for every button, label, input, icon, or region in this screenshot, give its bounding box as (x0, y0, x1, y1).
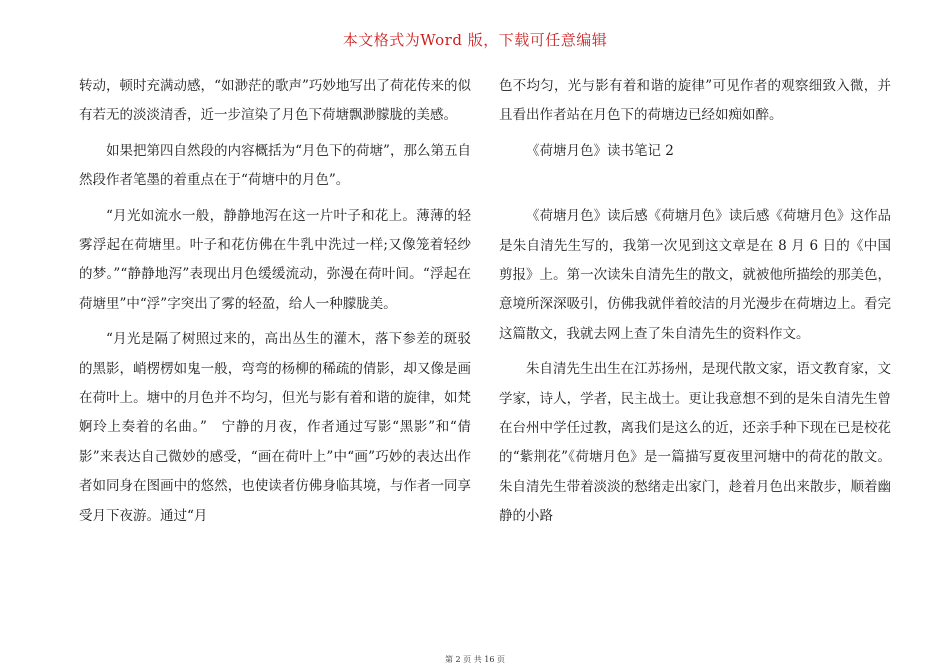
paragraph-continuation: 色不均匀，光与影有着和谐的旋律”可见作者的观察细致入微，并且看出作者站在月色下的荷塘边已经如痴如醉。 (499, 78, 891, 124)
paragraph: “月光如流水一般，静静地泻在这一片叶子和花上。薄薄的轻雾浮起在荷塘里。叶子和花仿佛在牛乳中洗过一样;又像笼着轻纱的梦。”“静静地泻”表现出月色缓缓流动，弥漫在荷叶间。“浮起在荷塘里”中“浮”字突出了雾的轻盈，给人一种朦胧美。 (79, 207, 471, 312)
paragraph: 朱自清先生出生在江苏扬州，是现代散文家，语文教育家，文学家，诗人，学者，民主战士。更让我意想不到的是朱自清先生曾在台州中学任过教，离我们是这么的近，还亲手种下现在已是校花的“紫荆花”《荷塘月色》是一篇描写夏夜里河塘中的荷花的散文。朱自清先生带着淡淡的愁绪走出家门，趁着月色出来散步，顺着幽静的小路 (499, 361, 891, 525)
paragraph-continuation: 转动，顿时充满动感，“如渺茫的歌声”巧妙地写出了荷花传来的似有若无的淡淡清香，近一步渲染了月色下荷塘飘渺朦胧的美感。 (79, 78, 471, 124)
left-text-column (79, 72, 471, 537)
page-number-footer: 第 2 页 共 16 页 (445, 655, 505, 664)
right-text-column (499, 72, 891, 538)
paragraph: 如果把第四自然段的内容概括为“月色下的荷塘”，那么第五自然段作者笔墨的着重点在于“荷塘中的月色”。 (79, 142, 471, 189)
section-title: 《荷塘月色》读书笔记 2 (526, 142, 674, 159)
paragraph: “月光是隔了树照过来的，高出丛生的灌木，落下参差的斑驳的黑影，峭楞楞如鬼一般，弯弯的杨柳的稀疏的倩影，却又像是画在荷叶上。塘中的月色并不均匀，但光与影有着和谐的旋律，如梵婀玲上奏着的名曲。” 宁静的月夜，作者通过写影“黑影”和“倩影”来表达自己微妙的感受，“画在荷叶上”中“画”巧妙的表达出作者如同身在图画中的悠然，也使读者仿佛身临其境，与作者一同享受月下夜游。通过“月 (79, 331, 471, 524)
document-header-watermark: 本文格式为Word 版，下载可任意编辑 (342, 31, 608, 49)
paragraph: 《荷塘月色》读后感《荷塘月色》读后感《荷塘月色》这作品是朱自清先生写的，我第一次见到这文章是在 8 月 6 日的《中国剪报》上。第一次读朱自清先生的散文，就被他所描绘的那美色，意境所深深吸引，仿佛我就伴着皎洁的月光漫步在荷塘边上。看完这篇散文，我就去网上查了朱自清先生的资料作文。 (499, 208, 891, 342)
